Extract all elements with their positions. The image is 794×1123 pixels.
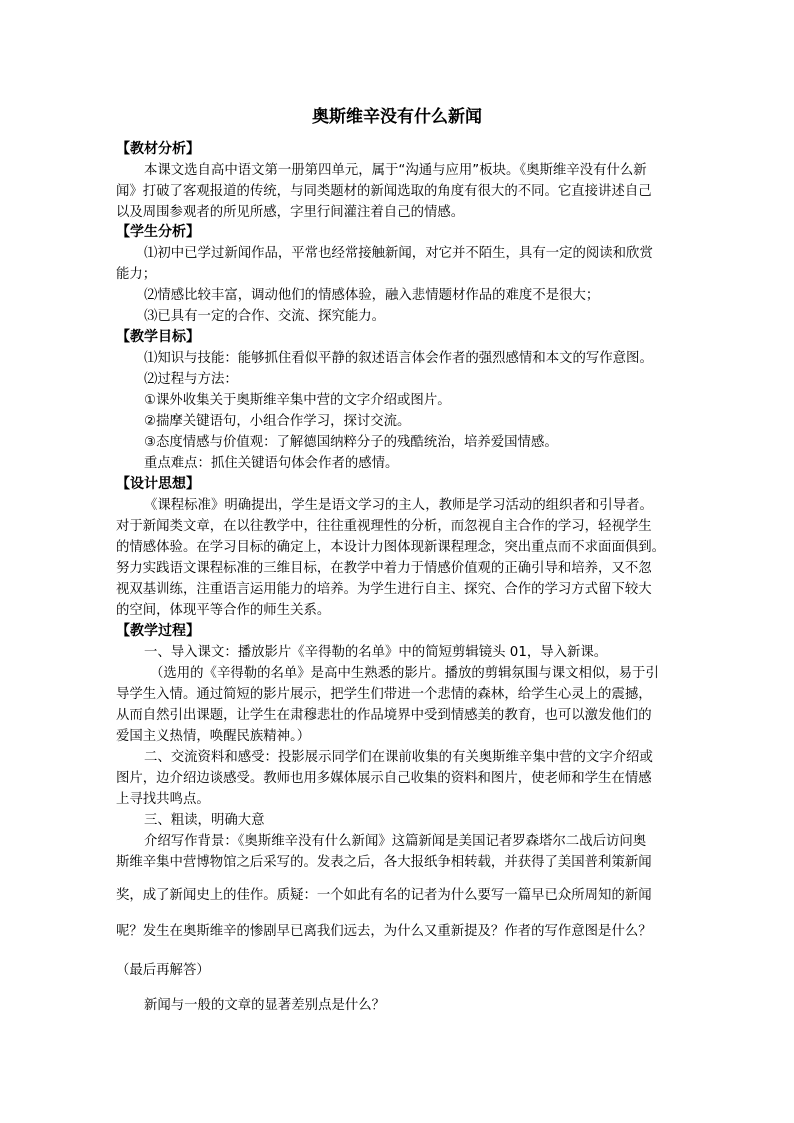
- heading-textbook-analysis: 【教材分析】: [116, 141, 200, 157]
- paragraph-line: 一、导入课文：播放影片《辛得勒的名单》中的简短剪辑镜头 01，导入新课。: [144, 645, 608, 660]
- paragraph-line: 视双基训练，注重语言运用能力的培养。为学生进行自主、探究、合作的学习方式留下较大: [116, 582, 652, 597]
- heading-design-thinking: 【设计思想】: [116, 476, 200, 492]
- paragraph-line: （最后再解答）: [116, 963, 210, 978]
- paragraph-line: 导学生入情。通过简短的影片展示，把学生们带进一个悲情的森林，给学生心灵上的震撼，: [116, 687, 652, 702]
- paragraph-line: ⑵过程与方法：: [144, 372, 238, 387]
- heading-teaching-goals: 【教学目标】: [116, 329, 200, 345]
- paragraph-line: 奖，成了新闻史上的佳作。质疑：一个如此有名的记者为什么要写一篇早已众所周知的新闻: [116, 888, 652, 903]
- paragraph-line: 对于新闻类文章，在以往教学中，往往重视理性的分析，而忽视自主合作的学习，轻视学生: [116, 519, 652, 534]
- paragraph-line: 三、粗读，明确大意: [144, 813, 265, 828]
- page-title: 奥斯维辛没有什么新闻: [312, 107, 482, 127]
- paragraph-line: 以及周围参观者的所见所感，字里行间灌注着自己的情感。: [116, 205, 465, 220]
- paragraph-line: 二、交流资料和感受：投影展示同学们在课前收集的有关奥斯维辛集中营的文字介绍或: [144, 750, 653, 765]
- paragraph-line: 新闻与一般的文章的显著差别点是什么？: [144, 998, 386, 1013]
- paragraph-line: ⑴初中已学过新闻作品，平常也经常接触新闻，对它并不陌生，具有一定的阅读和欣赏: [144, 246, 653, 261]
- paragraph-line: 的情感体验。在学习目标的确定上，本设计力图体现新课程理念，突出重点而不求面面俱到。: [116, 540, 666, 555]
- paragraph-line: ③态度情感与价值观：了解德国纳粹分子的残酷统治，培养爱国情感。: [144, 435, 558, 450]
- paragraph-line: 介绍写作背景：《奥斯维辛没有什么新闻》这篇新闻是美国记者罗森塔尔二战后访问奥: [144, 834, 647, 849]
- paragraph-line: 爱国主义热情，唤醒民族精神。）: [116, 729, 311, 744]
- paragraph-line: ①课外收集关于奥斯维辛集中营的文字介绍或图片。: [144, 393, 451, 408]
- paragraph-line: 从而自然引出课题，让学生在肃穆悲壮的作品境界中受到情感美的教育，也可以激发他们的: [116, 708, 652, 723]
- paragraph-line: 本课文选自高中语文第一册第四单元，属于“沟通与应用”板块。《奥斯维辛没有什么新: [144, 163, 647, 178]
- heading-student-analysis: 【学生分析】: [116, 224, 200, 240]
- paragraph-line: 的空间，体现平等合作的师生关系。: [116, 603, 331, 618]
- paragraph-line: 努力实践语文课程标准的三维目标，在教学中着力于情感价值观的正确引导和培养，又不忽: [116, 561, 652, 576]
- paragraph-line: ⑶已具有一定的合作、交流、探究能力。: [144, 309, 386, 324]
- paragraph-line: （选用的《辛得勒的名单》是高中生熟悉的影片。播放的剪辑氛围与课文相似，易于引: [150, 666, 659, 681]
- paragraph-line: 呢？发生在奥斯维辛的惨剧早已离我们远去，为什么又重新提及？作者的写作意图是什么？: [116, 924, 652, 939]
- paragraph-line: 《课程标准》明确提出，学生是语文学习的主人，教师是学习活动的组织者和引导者。: [144, 498, 653, 513]
- paragraph-line: ⑴知识与技能：能够抓住看似平静的叙述语言体会作者的强烈感情和本文的写作意图。: [144, 351, 653, 366]
- paragraph-line: 斯维辛集中营博物馆之后采写的。发表之后，各大报纸争相转载，并获得了美国普利策新闻: [116, 855, 652, 870]
- paragraph-line: 能力；: [116, 267, 157, 282]
- paragraph-line: 重点难点：抓住关键语句体会作者的感情。: [144, 456, 399, 471]
- paragraph-line: 上寻找共鸣点。: [116, 792, 210, 807]
- paragraph-line: 图片，边介绍边谈感受。教师也用多媒体展示自己收集的资料和图片，使老师和学生在情感: [116, 771, 652, 786]
- paragraph-line: ⑵情感比较丰富，调动他们的情感体验，融入悲情题材作品的难度不是很大；: [144, 288, 600, 303]
- heading-teaching-process: 【教学过程】: [116, 623, 200, 639]
- paragraph-line: 闻》打破了客观报道的传统，与同类题材的新闻选取的角度有很大的不同。它直接讲述自己: [116, 184, 652, 199]
- paragraph-line: ②揣摩关键语句，小组合作学习，探讨交流。: [144, 414, 411, 429]
